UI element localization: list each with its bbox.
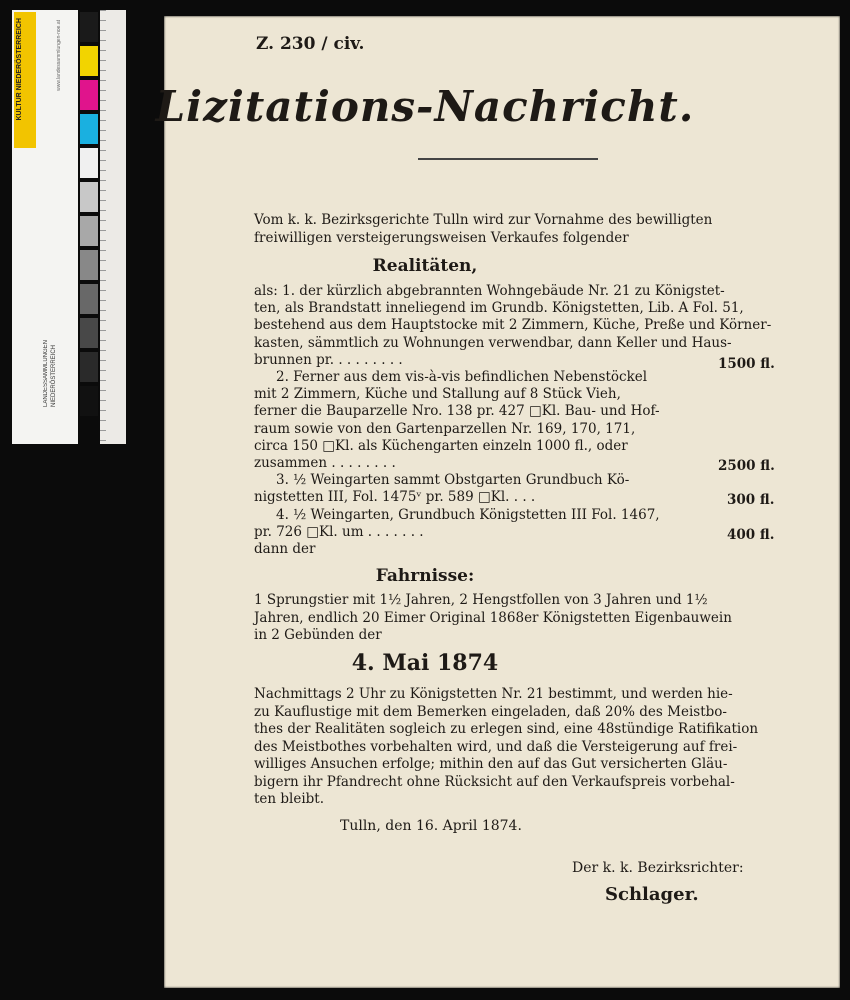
- heading-fahrnisse: Fahrnisse:: [375, 566, 475, 586]
- text-line: Nachmittags 2 Uhr zu Königstetten Nr. 21 bestimmt, und werden hie-: [254, 686, 733, 702]
- text-line: zu Kauflustige mit dem Bemerken eingeladen, daß 20% des Meistbo-: [254, 703, 727, 720]
- text-line: freiwilligen versteigerungsweisen Verkaufes folgender: [254, 230, 629, 246]
- color-swatch: [80, 216, 98, 246]
- text-line: 1 Sprungstier mit 1½ Jahren, 2 Hengstfollen von 3 Jahren und 1½: [254, 592, 708, 608]
- color-swatch: [80, 182, 98, 212]
- text-line: thes der Realitäten sogleich zu erlegen sind, eine 48stündige Ratifikation: [254, 721, 759, 737]
- page-title: Lizitations-Nachricht.: [155, 82, 695, 131]
- color-swatch: [80, 284, 98, 314]
- color-swatch: [80, 318, 98, 348]
- ruler: [100, 10, 126, 444]
- text-line: kasten, sämmtlich zu Wohnungen verwendbar, dann Keller und Haus-: [254, 334, 732, 351]
- text-line: als: 1. der kürzlich abgebrannten Wohngebäude Nr. 21 zu Königstet-: [254, 283, 725, 299]
- text-line: ferner die Bauparzelle Nro. 138 pr. 427 □Kl. Bau- und Hof-: [254, 403, 660, 420]
- text-line: in 2 Gebünden der: [254, 627, 382, 643]
- text-line: dann der: [254, 541, 316, 557]
- text-line: 2. Ferner aus dem vis-à-vis befindlichen Nebenstöckel: [276, 369, 648, 385]
- text-line: pr. 726 □Kl. um . . . . . . .: [254, 523, 424, 540]
- place-date: Tulln, den 16. April 1874.: [340, 818, 522, 834]
- text-line: brunnen pr. . . . . . . . .: [254, 351, 403, 368]
- text-line: des Meistbothes vorbehalten wird, und daß die Versteigerung auf frei-: [254, 738, 738, 755]
- text-line: zusammen . . . . . . . .: [254, 455, 396, 471]
- color-swatch: [80, 386, 98, 416]
- text-line: Vom k. k. Bezirksgerichte Tulln wird zur Vornahme des bewilligten: [254, 212, 713, 228]
- signature-title: Der k. k. Bezirksrichter:: [572, 860, 744, 876]
- signature-name: Schlager.: [605, 884, 699, 905]
- text-line: nigstetten III, Fol. 1475ᵛ pr. 589 □Kl. . . .: [254, 489, 536, 506]
- price-1: 1500 fl.: [718, 356, 775, 372]
- color-swatch: [80, 46, 98, 76]
- text-line: ten, als Brandstatt inneliegend im Grundb. Königstetten, Lib. A Fol. 51,: [254, 300, 744, 317]
- text-line: williges Ansuchen erfolge; mithin den auf das Gut versicherten Gläu-: [254, 756, 728, 772]
- auction-date: 4. Mai 1874: [351, 650, 499, 676]
- text-line: bigern ihr Pfandrecht ohne Rücksicht auf den Verkaufspreis vorbehal-: [254, 773, 735, 790]
- text-line: raum sowie von den Gartenparzellen Nr. 169, 170, 171,: [254, 420, 636, 437]
- color-swatch: [80, 12, 98, 42]
- text-line: mit 2 Zimmern, Küche und Stallung auf 8 Stück Vieh,: [254, 386, 621, 403]
- text-line: 3. ½ Weingarten sammt Obstgarten Grundbuch Kö-: [276, 472, 630, 489]
- price-2: 2500 fl.: [718, 458, 775, 474]
- text-line: circa 150 □Kl. als Küchengarten einzeln 1000 fl., oder: [254, 437, 628, 454]
- text-line: Jahren, endlich 20 Eimer Original 1868er Königstetten Eigenbauwein: [254, 609, 732, 626]
- archive-url: www.landessammlungen-noe.at: [56, 20, 62, 91]
- reference-number: Z. 230 / civ.: [256, 34, 365, 54]
- archive-name: LANDESSAMMLUNGEN NIEDERÖSTERREICH: [43, 340, 57, 408]
- color-swatch: [80, 148, 98, 178]
- heading-realitaeten: Realitäten,: [372, 256, 478, 276]
- text-line: bestehend aus dem Hauptstocke mit 2 Zimmern, Küche, Preße und Körner-: [254, 317, 772, 334]
- price-4: 400 fl.: [727, 527, 775, 543]
- price-3: 300 fl.: [727, 492, 775, 508]
- archive-logo: KULTUR NIEDERÖSTERREICH: [14, 12, 36, 148]
- text-line: ten bleibt.: [254, 791, 325, 807]
- text-line: 4. ½ Weingarten, Grundbuch Königstetten III Fol. 1467,: [276, 506, 660, 523]
- color-swatch: [80, 352, 98, 382]
- title-divider: [418, 158, 598, 160]
